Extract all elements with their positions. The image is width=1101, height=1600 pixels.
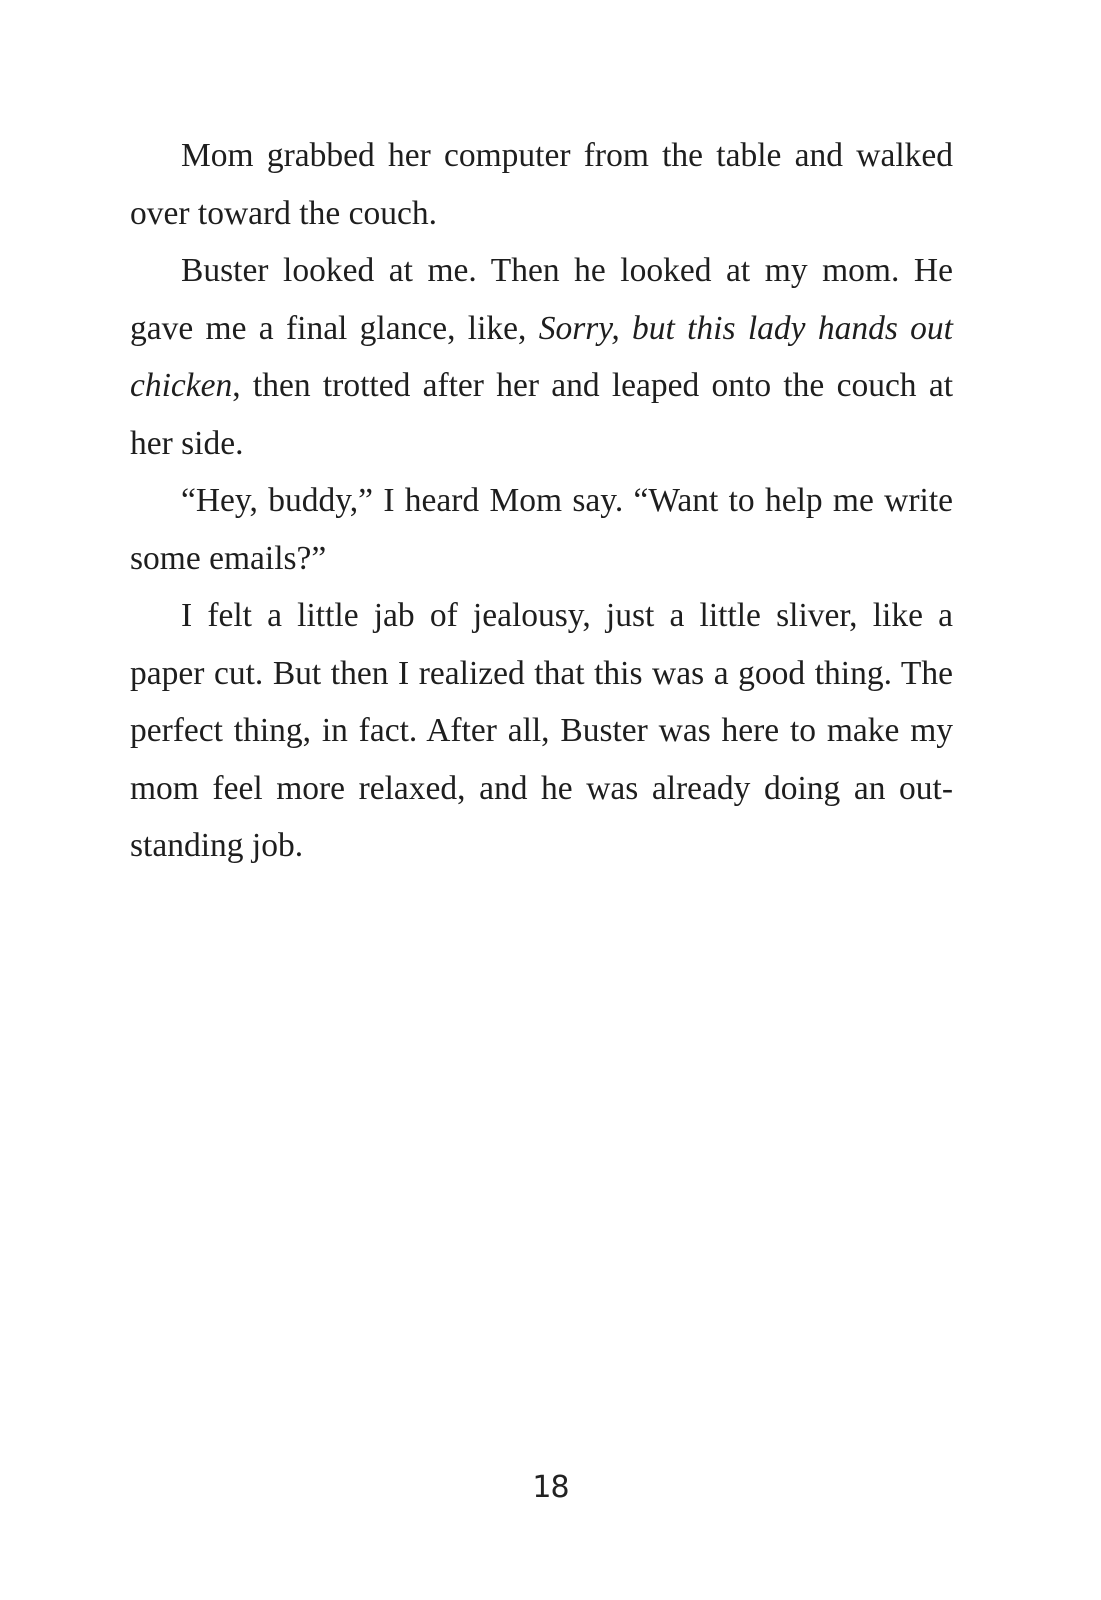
paragraph-mom-grabbed-computer: Mom grabbed her computer from the table and walked over toward the couch. <box>130 137 953 232</box>
paragraph-buster-italic-thought: Sorry, but this lady hands out chicken <box>130 309 953 404</box>
paragraph-buster-glance <box>130 242 953 472</box>
page-number: 18 <box>532 1470 569 1505</box>
paragraph-buster-text-before: Buster looked at me. Then he looked at my mom. He gave me a final glance, like, <box>130 252 953 347</box>
paragraph-hey-buddy: “Hey, buddy,” I heard Mom say. “Want to help me write some emails?” <box>130 482 953 577</box>
paragraph-jealousy: I felt a little jab of jealousy, just a little sliver, like a paper cut. But then I realized that this was a good thing. The perfect thing, in fact. After all, Buster was here to make my mom feel more relaxed, and he was already doing an outstanding job. <box>130 597 953 864</box>
paragraph-buster-text-after: , then trotted after her and leaped onto the couch at her side. <box>130 367 953 462</box>
page-body <box>130 127 953 875</box>
